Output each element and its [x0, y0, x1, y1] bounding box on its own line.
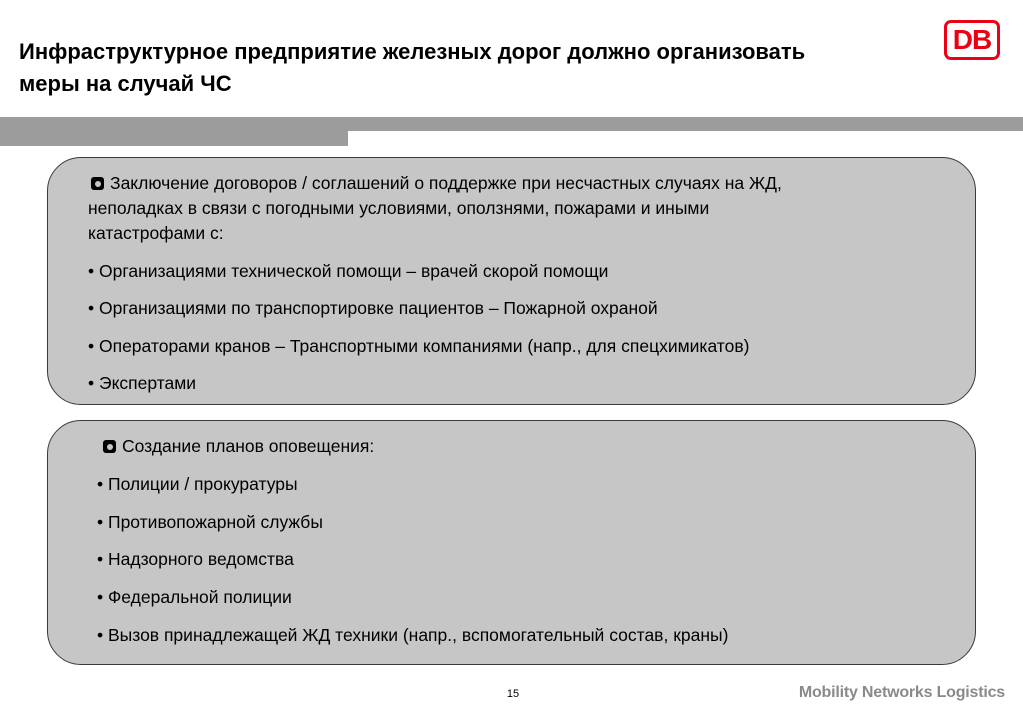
page-number: 15 [506, 688, 520, 700]
agreements-lead-line-1 [91, 170, 782, 196]
page-title-line-1: Инфраструктурное предприятие железных дорог должно организовать [19, 39, 806, 64]
notification-item: • Федеральной полиции [97, 587, 292, 607]
bullet-marker-icon [103, 440, 116, 453]
header-divider-band [0, 117, 1023, 131]
notification-item: • Полиции / прокуратуры [97, 474, 298, 494]
notification-item: • Противопожарной службы [97, 512, 323, 532]
agreements-item: • Организациями технической помощи – врачей скорой помощи [88, 261, 609, 281]
footer-brand: Mobility Networks Logistics [798, 684, 1005, 701]
notification-item: • Вызов принадлежащей ЖД техники (напр., вспомогательный состав, краны) [97, 625, 729, 645]
bullet-marker-icon [91, 177, 104, 190]
notification-item: • Надзорного ведомства [97, 549, 294, 569]
agreements-lead-line-2: неполадках в связи с погодными условиями, оползнями, пожарами и иными [88, 198, 710, 218]
agreements-item: • Экспертами [88, 373, 197, 393]
notification-lead-text: Создание планов оповещения: [122, 436, 375, 456]
page-title-line-2: меры на случай ЧС [19, 71, 232, 96]
db-logo-text: DB [952, 24, 992, 55]
db-logo [944, 20, 1000, 60]
agreements-lead-line-3: катастрофами с: [88, 223, 224, 243]
notification-lead [103, 433, 374, 459]
header-divider-accent [0, 131, 348, 146]
agreements-lead-text-1: Заключение договоров / соглашений о поддержке при несчастных случаях на ЖД, [110, 173, 782, 193]
agreements-item: • Операторами кранов – Транспортными компаниями (напр., для спецхимикатов) [88, 336, 750, 356]
page-title [19, 36, 959, 100]
agreements-item: • Организациями по транспортировке пациентов – Пожарной охраной [88, 298, 658, 318]
